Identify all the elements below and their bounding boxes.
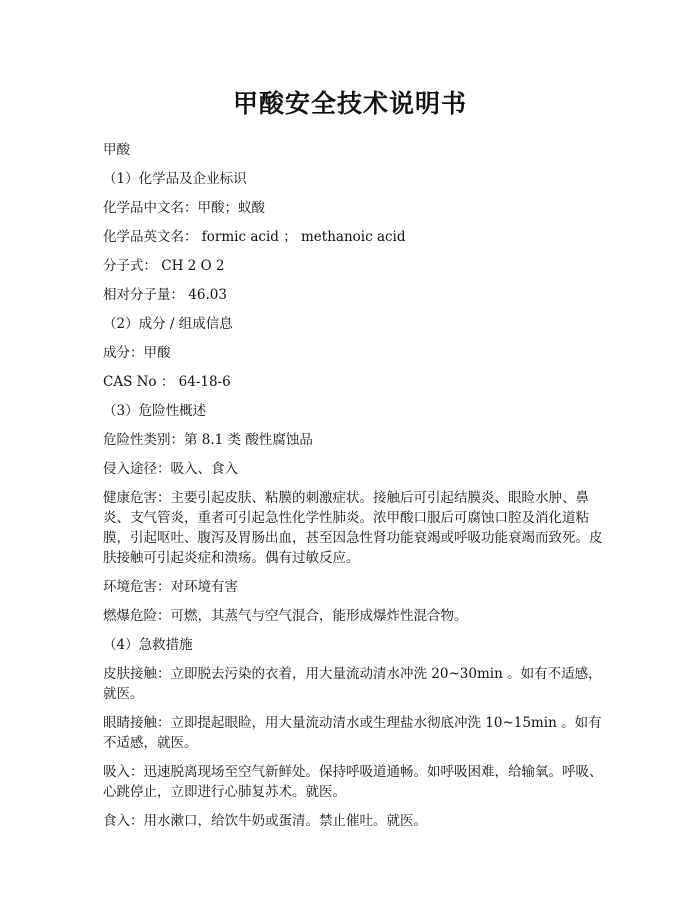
paragraph-eye-contact: 眼睛接触：立即提起眼睑，用大量流动清水或生理盐水彻底冲洗 10~15min 。如有不适感，就医。: [103, 715, 602, 751]
paragraph-exposure-route: 侵入途径：吸入、食入: [103, 461, 238, 477]
paragraph-chinese-name: 化学品中文名：甲酸；蚁酸: [103, 200, 265, 216]
paragraph-substance-name: 甲酸: [103, 142, 130, 158]
section-heading-identification: （1）化学品及企业标识: [103, 171, 247, 187]
paragraph-cas-number: CAS No ： 64-18-6: [103, 374, 231, 390]
paragraph-environmental-hazard: 环境危害：对环境有害: [103, 579, 238, 595]
paragraph-skin-contact: 皮肤接触：立即脱去污染的衣着，用大量流动清水冲洗 20~30min 。如有不适感，就医。: [103, 666, 602, 702]
document-title: 甲酸安全技术说明书: [232, 89, 467, 118]
section-heading-first-aid: （4）急救措施: [103, 637, 193, 653]
paragraph-ingestion: 食入：用水漱口，给饮牛奶或蛋清。禁止催吐。就医。: [103, 813, 427, 829]
paragraph-hazard-class: 危险性类别：第 8.1 类 酸性腐蚀品: [103, 432, 313, 448]
section-heading-composition: （2）成分 / 组成信息: [103, 316, 233, 332]
paragraph-inhalation: 吸入：迅速脱离现场至空气新鲜处。保持呼吸道通畅。如呼吸困难，给输氧。呼吸、心跳停止，立即进行心肺复苏术。就医。: [103, 764, 603, 800]
section-heading-hazards: （3）危险性概述: [103, 403, 207, 419]
paragraph-molecular-formula: 分子式： CH 2 O 2: [103, 258, 225, 274]
paragraph-fire-explosion-hazard: 燃爆危险：可燃，其蒸气与空气混合，能形成爆炸性混合物。: [103, 608, 468, 624]
paragraph-health-hazard: 健康危害：主要引起皮肤、粘膜的刺激症状。接触后可引起结膜炎、眼睑水肿、鼻炎、支气管炎，重者可引起急性化学性肺炎。浓甲酸口服后可腐蚀口腔及消化道粘膜，引起呕吐、腹泻及胃肠出血，甚至因急性肾功能衰竭或呼吸功能衰竭而致死。皮肤接触可引起炎症和溃疡。偶有过敏反应。: [103, 490, 603, 566]
paragraph-english-name: 化学品英文名： formic acid ； methanoic acid: [103, 229, 406, 245]
paragraph-molecular-weight: 相对分子量： 46.03: [103, 287, 227, 303]
document-body: [103, 140, 613, 840]
paragraph-ingredient: 成分：甲酸: [103, 345, 171, 361]
